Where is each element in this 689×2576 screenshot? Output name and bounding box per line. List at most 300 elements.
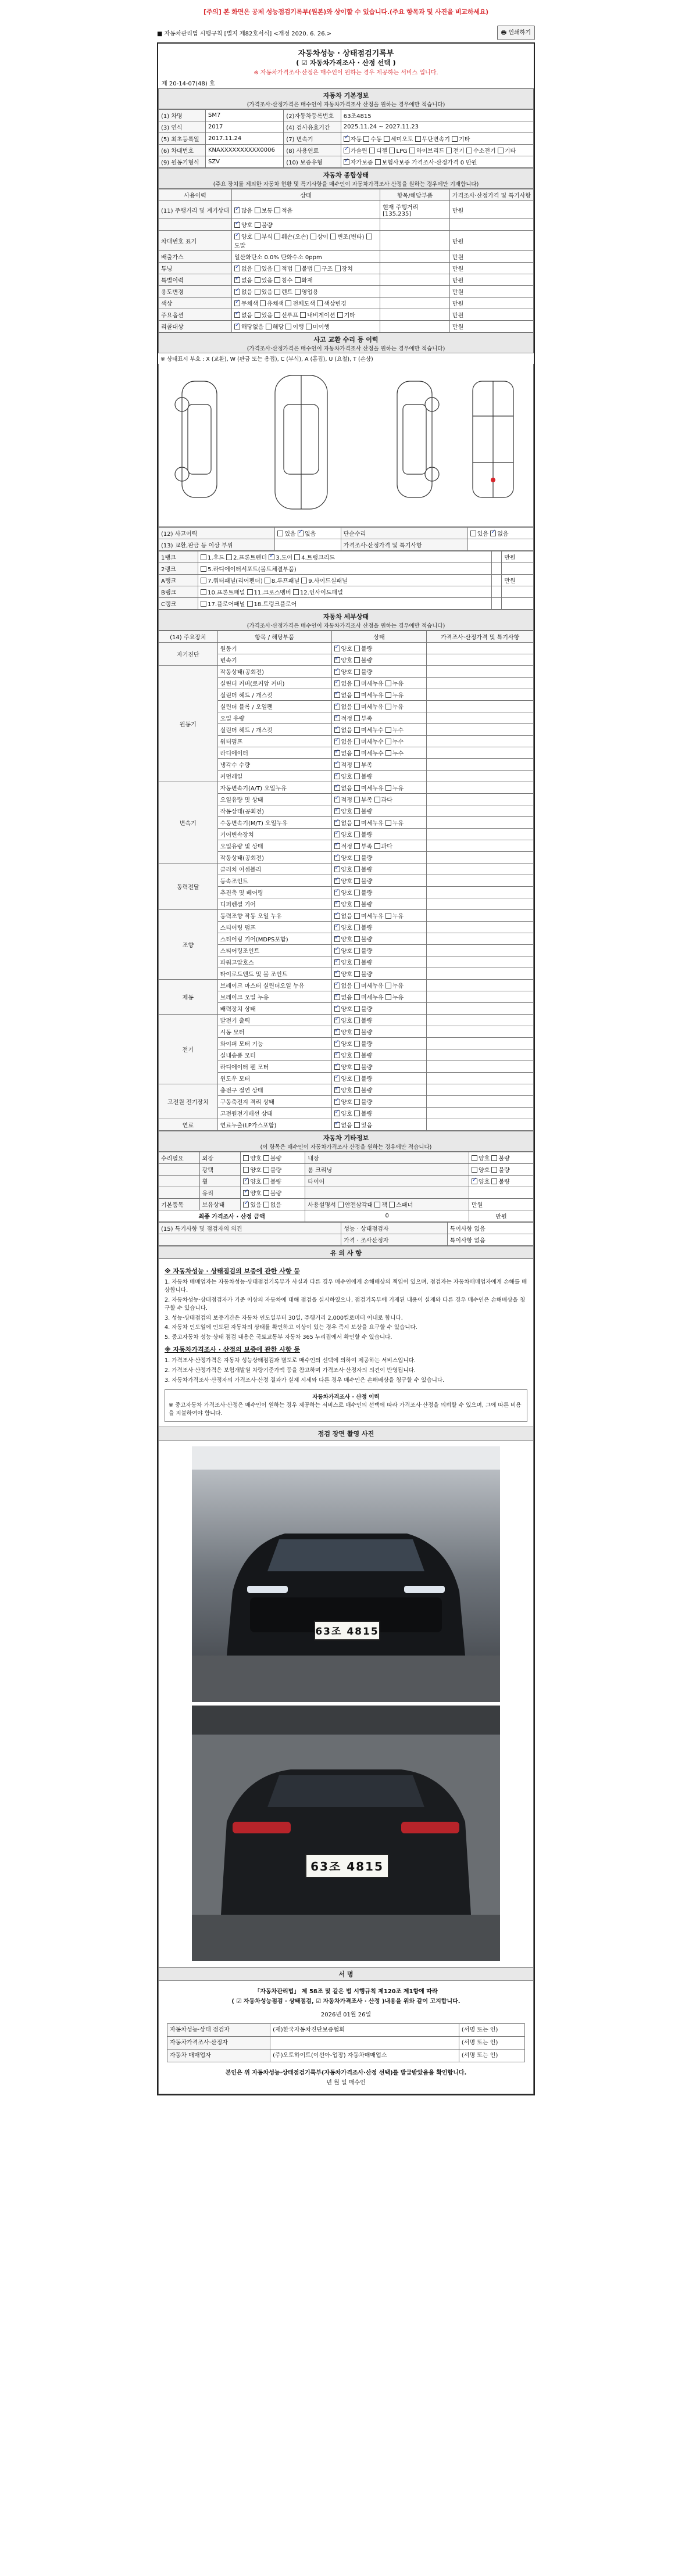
panel-row xyxy=(159,586,534,598)
unchecked-box-icon xyxy=(266,324,272,329)
inspector-row xyxy=(159,1223,534,1234)
mechanical-note xyxy=(427,782,534,794)
extra-row xyxy=(159,1199,534,1210)
law-reference: ■ 자동차관리법 시행규칙 [별지 제82호서식] <개정 2020. 6. 26.> xyxy=(157,31,332,37)
condition-cell xyxy=(380,263,450,274)
mechanical-note xyxy=(427,759,534,771)
panel-row xyxy=(159,598,534,610)
checked-box-icon xyxy=(234,234,240,239)
condition-header: 상태 xyxy=(232,189,380,201)
condition-header: 가격조사·산정가격 및 특기사항 xyxy=(449,189,533,201)
checked-box-icon xyxy=(334,983,340,988)
unchecked-box-icon xyxy=(300,312,306,318)
car-diagram xyxy=(158,364,534,527)
mechanical-note xyxy=(427,840,534,852)
unchecked-box-icon xyxy=(263,1178,269,1184)
mechanical-group-label: 자기진단 xyxy=(159,643,218,666)
mechanical-item: 원동기 xyxy=(217,643,331,654)
basic-value: SM7 xyxy=(205,110,283,121)
extra-cell: 광택 xyxy=(199,1164,241,1176)
mechanical-item: 타이로드엔드 및 볼 조인트 xyxy=(217,968,331,980)
unchecked-box-icon xyxy=(363,136,369,142)
mechanical-item: 동력조향 작동 오일 누유 xyxy=(217,910,331,922)
basic-label: (7) 변속기 xyxy=(284,133,341,145)
panel-cell xyxy=(491,575,501,586)
condition-cell: 만원 xyxy=(449,274,533,286)
panel-cell xyxy=(502,563,534,575)
mechanical-group-label: 동력전달 xyxy=(159,864,218,910)
condition-cell: 용도변경 xyxy=(159,286,232,298)
mechanical-group-label: 원동기 xyxy=(159,666,218,782)
mechanical-state: ✓ 없음 미세누유 누유 xyxy=(331,991,427,1003)
mechanical-note xyxy=(427,654,534,666)
front-photo xyxy=(192,1446,500,1702)
extra-cell: 양호 불량 xyxy=(241,1152,305,1164)
extra-cell xyxy=(159,1187,200,1199)
mechanical-state: ✓ 양호 불량 xyxy=(331,1073,427,1084)
checked-box-icon xyxy=(334,1122,340,1128)
extra-cell: 양호 불량 xyxy=(241,1164,305,1176)
mechanical-note xyxy=(427,875,534,887)
notes-heading-1: ※ 자동차성능 · 상태점검의 보증에 관한 사항 등 xyxy=(165,1267,300,1275)
basic-value: ✓ 자동 수동 세미오토 무단변속기 기타 xyxy=(341,133,533,145)
mechanical-state: ✓ 양호 불량 xyxy=(331,1084,427,1096)
condition-cell: ✓양호 부식 훼손(오손) 상이 변조(변타) 도말 xyxy=(232,231,380,251)
unchecked-box-icon xyxy=(354,832,360,837)
print-button[interactable]: 🖶 인쇄하기 xyxy=(497,26,535,40)
condition-cell: ✓ 없음 있음 선루프 내비게이션 기타 xyxy=(232,309,380,321)
unchecked-box-icon xyxy=(354,913,360,919)
checked-box-icon xyxy=(334,948,340,954)
unchecked-box-icon xyxy=(354,866,360,872)
panel-cell: 2랭크 xyxy=(159,563,198,575)
checked-box-icon xyxy=(234,222,240,228)
document-subtitle: ( ☑ 자동차가격조사 · 산정 선택 ) xyxy=(296,59,396,67)
mechanical-state: ✓ 양호 불량 xyxy=(331,887,427,898)
condition-cell: 현재 주행거리 [135,235] xyxy=(380,201,450,219)
accident-cell xyxy=(275,539,341,551)
unchecked-box-icon xyxy=(285,324,291,329)
unchecked-box-icon xyxy=(354,1064,360,1070)
mechanical-item: 실린더 블록 / 오일팬 xyxy=(217,701,331,712)
total-unit: 만원 xyxy=(469,1210,533,1222)
unchecked-box-icon xyxy=(354,890,360,895)
mechanical-note xyxy=(427,817,534,829)
signature-block: 「자동차관리법」 제 58조 및 같은 법 시행규칙 제120조 제1항에 따라 ( ☑ 자동차성능점검 · 상태점검, ☑ 자동차가격조사 · 산정 )내용을 위와 같이 고지합니다. 2026년 01월 26일 자동차성능·상태 점검자 (재)한국자동차진단보증협회 (서명 또는 인) 자동차가격조사·산정자 (서명 또는 인) 자동차 매매업자 (주)오토하이트(이선아-업장) 자동차매매업소 (서명 또는 인) 본인은 위 자동차성능·상태점검기록부(자동차가격조사·산정 선택)를 발급받았음을 확인합니다. 년 월 일 매수인 xyxy=(158,1981,534,2094)
signature-cell: (서명 또는 인) xyxy=(459,2036,524,2049)
document-title: 자동차성능 · 상태점검기록부 xyxy=(298,49,394,58)
signature-cell: (서명 또는 인) xyxy=(459,2049,524,2062)
mechanical-state: ✓ 없음 미세누유 누유 xyxy=(331,701,427,712)
extra-cell: 내장 xyxy=(305,1152,469,1164)
mechanical-note xyxy=(427,1084,534,1096)
panel-cell xyxy=(491,563,501,575)
extra-cell: ✓ 양호 불량 xyxy=(241,1187,305,1199)
unchecked-box-icon xyxy=(243,1155,249,1161)
checked-box-icon xyxy=(334,762,340,768)
unchecked-box-icon xyxy=(375,159,381,165)
mechanical-row xyxy=(159,864,534,875)
section-basic-info: 자동차 기본정보 (가격조사·산정가격은 매수인이 자동차가격조사 산정을 원하는 경우에만 적습니다) xyxy=(158,88,534,109)
extra-cell: 기본품목 xyxy=(159,1199,200,1210)
unchecked-box-icon xyxy=(201,589,206,595)
checked-box-icon xyxy=(334,797,340,802)
note-paragraph: 5. 중고자동차 성능·상태 점검 내용은 국토교통부 자동차 365 누리집에서 확인할 수 있습니다. xyxy=(165,1334,392,1341)
mechanical-note xyxy=(427,712,534,724)
unchecked-box-icon xyxy=(354,855,360,861)
checked-box-icon xyxy=(334,913,340,919)
extra-row xyxy=(159,1152,534,1164)
unchecked-box-icon xyxy=(354,936,360,942)
mechanical-note xyxy=(427,736,534,747)
condition-row xyxy=(159,321,534,332)
basic-value: KNAXXXXXXXXXX0006 xyxy=(205,145,283,156)
unchecked-box-icon xyxy=(354,971,360,977)
checked-box-icon xyxy=(334,785,340,791)
unchecked-box-icon xyxy=(354,808,360,814)
unchecked-box-icon xyxy=(354,680,360,686)
unchecked-box-icon xyxy=(263,1167,269,1173)
condition-cell: ✓ 무채색 유채색 전체도색 색상변경 xyxy=(232,298,380,309)
basic-value: ✓ 가솔린 디젤 LPG 하이브리드 전기 수소전기 기타 xyxy=(341,145,533,156)
plate-front: 63조 4815 xyxy=(314,1621,380,1640)
condition-cell: 색상 xyxy=(159,298,232,309)
doc-number: 20-14-07(48) 호 xyxy=(169,81,215,87)
unchecked-box-icon xyxy=(338,1202,344,1208)
unchecked-box-icon xyxy=(354,983,360,988)
checked-box-icon xyxy=(334,739,340,744)
mechanical-item: 스티어링 펌프 xyxy=(217,922,331,933)
mechanical-item: 파워고압호스 xyxy=(217,956,331,968)
condition-cell: 만원 xyxy=(449,321,533,332)
mechanical-state: ✓ 양호 불량 xyxy=(331,1026,427,1038)
accident-cell: 단순수리 xyxy=(341,528,467,539)
extra-cell: 유리 xyxy=(199,1187,241,1199)
unchecked-box-icon xyxy=(317,300,323,306)
panel-cell: 7.쿼터패널(리어펜더) 8.루프패널 9.사이드실패널 xyxy=(198,575,492,586)
unchecked-box-icon xyxy=(385,750,391,756)
photo-area xyxy=(158,1441,534,1968)
mechanical-state: ✓ 없음 있음 xyxy=(331,1119,427,1131)
unchecked-box-icon xyxy=(274,234,280,239)
mechanical-state: ✓ 양호 불량 xyxy=(331,1049,427,1061)
mechanical-note xyxy=(427,689,534,701)
unchecked-box-icon xyxy=(369,148,375,153)
checked-box-icon xyxy=(334,808,340,814)
condition-cell: 만원 xyxy=(449,298,533,309)
total-label: 최종 가격조사 · 산정 금액 xyxy=(159,1210,305,1222)
mechanical-group-label: 제동 xyxy=(159,980,218,1015)
checked-box-icon xyxy=(334,936,340,942)
mechanical-state: ✓ 양호 불량 xyxy=(331,1038,427,1049)
mechanical-note xyxy=(427,852,534,864)
mechanical-note xyxy=(427,956,534,968)
unchecked-box-icon xyxy=(263,1190,269,1196)
basic-value: 2025.11.24 ~ 2027.11.23 xyxy=(341,121,533,133)
unchecked-box-icon xyxy=(354,820,360,826)
mechanical-note xyxy=(427,1049,534,1061)
title-block xyxy=(158,44,534,77)
mechanical-group-label: 연료 xyxy=(159,1119,218,1131)
inspector-row xyxy=(159,1234,534,1246)
basic-value: ✓ 자가보증 보험사보증 가격조사·산정가격 0 만원 xyxy=(341,156,533,168)
unchecked-box-icon xyxy=(354,1099,360,1105)
condition-row xyxy=(159,309,534,321)
mechanical-row xyxy=(159,910,534,922)
note-paragraph: 3. 자동차가격조사·산정자의 가격조사·산정 결과가 실제 시세와 다른 경우 매수인은 손해배상을 청구할 수 있습니다. xyxy=(165,1377,445,1384)
mechanical-item: 시동 모터 xyxy=(217,1026,331,1038)
unchecked-box-icon xyxy=(247,601,253,607)
checked-box-icon xyxy=(334,669,340,675)
panel-cell xyxy=(491,598,501,610)
unchecked-box-icon xyxy=(301,578,307,583)
condition-cell: ✓ 없음 있음 렌트 영업용 xyxy=(232,286,380,298)
condition-row xyxy=(159,251,534,263)
unchecked-box-icon xyxy=(354,1017,360,1023)
price-history-box: 자동차가격조사 · 산정 이력 ※ 중고자동차 가격조사·산정은 매수인이 원하는 경우 제공하는 서비스로 매수인의 선택에 따라 가격조사·산정을 의뢰할 수 있으며, 그에 따른 비용을 지불하여야 합니다. xyxy=(165,1389,527,1422)
mechanical-group-label: 조향 xyxy=(159,910,218,980)
unchecked-box-icon xyxy=(277,531,283,536)
car-side-left xyxy=(182,381,217,497)
checked-box-icon xyxy=(334,832,340,837)
mechanical-item: 브레이크 마스터 실린더오일 누유 xyxy=(217,980,331,991)
section-notes: 유 의 사 항 xyxy=(158,1246,534,1259)
mechanical-state: ✓ 양호 불량 xyxy=(331,654,427,666)
unchecked-box-icon xyxy=(354,657,360,663)
condition-cell: 차대번호 표기 xyxy=(159,231,232,251)
panel-cell: B랭크 xyxy=(159,586,198,598)
checked-box-icon xyxy=(298,531,304,536)
checked-box-icon xyxy=(472,1178,477,1184)
checked-box-icon xyxy=(344,136,349,142)
mechanical-item: 오일 유량 xyxy=(217,712,331,724)
mechanical-header: (14) 주요장치 xyxy=(159,631,218,643)
unchecked-box-icon xyxy=(491,1178,497,1184)
condition-header: 사용이력 xyxy=(159,189,232,201)
condition-cell: 만원 xyxy=(449,231,533,251)
mechanical-item: 라디에이터 xyxy=(217,747,331,759)
extra-cell: ✓ 양호 불량 xyxy=(469,1176,533,1187)
unchecked-box-icon xyxy=(354,959,360,965)
mechanical-state: ✓ 없음 미세누유 누유 xyxy=(331,782,427,794)
doc-number-row: 제 20-14-07(48) 호 xyxy=(162,81,215,87)
condition-cell: 만원 xyxy=(449,263,533,274)
mechanical-state: ✓ 양호 불량 xyxy=(331,933,427,945)
condition-row xyxy=(159,274,534,286)
unchecked-box-icon xyxy=(330,234,336,239)
unchecked-box-icon xyxy=(201,601,206,607)
checked-box-icon xyxy=(334,646,340,651)
printer-icon: 🖶 xyxy=(501,30,509,36)
condition-cell xyxy=(380,309,450,321)
mechanical-state: ✓ 없음 미세누수 누수 xyxy=(331,724,427,736)
unchecked-box-icon xyxy=(274,266,280,271)
mechanical-note xyxy=(427,945,534,956)
mechanical-item: 수동변속기(M/T) 오일누유 xyxy=(217,817,331,829)
mechanical-note xyxy=(427,898,534,910)
checked-box-icon xyxy=(334,1064,340,1070)
mechanical-item: 발전기 출력 xyxy=(217,1015,331,1026)
checked-box-icon xyxy=(334,715,340,721)
extra-cell xyxy=(305,1187,469,1199)
checked-box-icon xyxy=(334,750,340,756)
mechanical-note xyxy=(427,1073,534,1084)
mechanical-note xyxy=(427,643,534,654)
unchecked-box-icon xyxy=(354,1041,360,1047)
checked-box-icon xyxy=(334,820,340,826)
mechanical-state: ✓ 양호 불량 xyxy=(331,829,427,840)
mechanical-state: ✓ 적정 부족 xyxy=(331,759,427,771)
extra-cell: 외장 xyxy=(199,1152,241,1164)
mechanical-state: ✓ 양호 불량 xyxy=(331,643,427,654)
mechanical-state: ✓ 양호 불량 xyxy=(331,1096,427,1108)
notes-block xyxy=(158,1259,534,1427)
mechanical-note xyxy=(427,794,534,805)
mechanical-note xyxy=(427,771,534,782)
condition-cell: (11) 주행거리 및 계기상태 xyxy=(159,201,232,219)
mechanical-note xyxy=(427,678,534,689)
mechanical-item: 기어변속장치 xyxy=(217,829,331,840)
accident-cell: 있음 ✓없음 xyxy=(275,528,341,539)
signature-cell: 자동차가격조사·산정자 xyxy=(167,2036,270,2049)
mechanical-item: 등속조인트 xyxy=(217,875,331,887)
mechanical-row xyxy=(159,1084,534,1096)
unchecked-box-icon xyxy=(295,266,301,271)
mechanical-state: ✓ 양호 불량 xyxy=(331,898,427,910)
mechanical-item: 실린더 커버(로커암 커버) xyxy=(217,678,331,689)
basic-info-row xyxy=(159,121,534,133)
accident-cell: (12) 사고이력 xyxy=(159,528,275,539)
unchecked-box-icon xyxy=(491,1155,497,1161)
mechanical-note xyxy=(427,1096,534,1108)
unchecked-box-icon xyxy=(274,277,280,283)
section-photos: 점검 장면 촬영 사진 xyxy=(158,1427,534,1441)
mechanical-item: 작동상태(공회전) xyxy=(217,852,331,864)
unchecked-box-icon xyxy=(274,207,280,213)
checked-box-icon xyxy=(334,925,340,930)
mechanical-note xyxy=(427,805,534,817)
unchecked-box-icon xyxy=(354,739,360,744)
top-bar xyxy=(157,26,535,40)
section-mechanical: 자동차 세부상태 (가격조사·산정가격은 매수인이 자동차가격조사 산정을 원하는 경우에만 적습니다) xyxy=(158,610,534,630)
unchecked-box-icon xyxy=(466,148,472,153)
unchecked-box-icon xyxy=(354,692,360,698)
mechanical-note xyxy=(427,666,534,678)
checked-box-icon xyxy=(334,1052,340,1058)
mechanical-state: ✓ 양호 불량 xyxy=(331,805,427,817)
mechanical-note xyxy=(427,1003,534,1015)
unchecked-box-icon xyxy=(274,289,280,295)
condition-cell xyxy=(159,219,232,231)
checked-box-icon xyxy=(334,1110,340,1116)
mechanical-header: 항목 / 해당부품 xyxy=(217,631,331,643)
condition-cell: ✓ 많음 보통 적음 xyxy=(232,201,380,219)
unchecked-box-icon xyxy=(385,994,391,1000)
condition-cell xyxy=(380,321,450,332)
condition-row xyxy=(159,219,534,231)
condition-cell xyxy=(380,286,450,298)
unchecked-box-icon xyxy=(385,704,391,710)
checked-box-icon xyxy=(334,727,340,733)
checked-box-icon xyxy=(334,1041,340,1047)
section-condition: 자동차 종합상태 (주요 장치를 제외한 자동차 현황 및 특기사항을 매수인이 자동차가격조사 산정을 원하는 경우에만 기재합니다) xyxy=(158,168,534,189)
basic-label: (4) 검사유효기간 xyxy=(284,121,341,133)
mechanical-state: ✓ 적정 부족 과다 xyxy=(331,794,427,805)
extra-row xyxy=(159,1164,534,1176)
mechanical-item: 연료누출(LP가스포함) xyxy=(217,1119,331,1131)
unchecked-box-icon xyxy=(374,1202,380,1208)
mechanical-item: 스티어링조인트 xyxy=(217,945,331,956)
unchecked-box-icon xyxy=(354,762,360,768)
condition-cell: 만원 xyxy=(449,251,533,263)
basic-info-row xyxy=(159,156,534,168)
condition-cell: ✓ 없음 있음 적법 불법 구조 장치 xyxy=(232,263,380,274)
accident-row xyxy=(159,539,534,551)
mechanical-note xyxy=(427,829,534,840)
mechanical-state: ✓ 양호 불량 xyxy=(331,1015,427,1026)
checked-box-icon xyxy=(334,704,340,710)
unchecked-box-icon xyxy=(470,531,476,536)
unchecked-box-icon xyxy=(354,1110,360,1116)
unchecked-box-icon xyxy=(294,554,300,560)
accident-cell: 있음 ✓없음 xyxy=(467,528,533,539)
mechanical-state: ✓ 없음 미세누유 누유 xyxy=(331,689,427,701)
plate-rear: 63조 4815 xyxy=(305,1854,389,1878)
mechanical-state: ✓ 적정 부족 과다 xyxy=(331,840,427,852)
condition-cell xyxy=(380,274,450,286)
mechanical-row xyxy=(159,666,534,678)
unchecked-box-icon xyxy=(354,843,360,849)
unchecked-box-icon xyxy=(354,994,360,1000)
panel-cell xyxy=(502,586,534,598)
unchecked-box-icon xyxy=(385,785,391,791)
unchecked-box-icon xyxy=(374,843,380,849)
mechanical-note xyxy=(427,887,534,898)
condition-row xyxy=(159,201,534,219)
inspection-sheet xyxy=(157,42,535,2095)
condition-row xyxy=(159,286,534,298)
basic-value: 2017.11.24 xyxy=(205,133,283,145)
signature-cell: 자동차성능·상태 점검자 xyxy=(167,2023,270,2036)
unchecked-box-icon xyxy=(385,680,391,686)
mechanical-state: ✓ 양호 불량 xyxy=(331,968,427,980)
unchecked-box-icon xyxy=(389,1202,395,1208)
mechanical-state: ✓ 양호 불량 xyxy=(331,864,427,875)
unchecked-box-icon xyxy=(354,727,360,733)
condition-cell xyxy=(449,219,533,231)
condition-cell: 만원 xyxy=(449,309,533,321)
unchecked-box-icon xyxy=(354,669,360,675)
mechanical-item: 커먼레일 xyxy=(217,771,331,782)
mechanical-row xyxy=(159,1119,534,1131)
mechanical-table xyxy=(158,630,534,1131)
extra-cell: 수리필요 xyxy=(159,1152,200,1164)
panel-row xyxy=(159,551,534,563)
unchecked-box-icon xyxy=(315,266,320,271)
unchecked-box-icon xyxy=(472,1155,477,1161)
mechanical-item: 작동상태(공회전) xyxy=(217,666,331,678)
mechanical-state: ✓ 양호 불량 xyxy=(331,1108,427,1119)
unchecked-box-icon xyxy=(201,566,206,572)
panel-cell: 만원 xyxy=(502,551,534,563)
note-paragraph: 1. 가격조사·산정가격은 자동차 성능상태점검과 별도로 매수인의 선택에 의하여 제공하는 서비스입니다. xyxy=(165,1357,416,1364)
unchecked-box-icon xyxy=(446,148,452,153)
signature-row xyxy=(167,2049,525,2062)
checked-box-icon xyxy=(334,855,340,861)
mechanical-item: 라디에이터 팬 모터 xyxy=(217,1061,331,1073)
extra-cell: 양호 불량 xyxy=(469,1152,533,1164)
extra-cell: 보유상태 xyxy=(199,1199,241,1210)
